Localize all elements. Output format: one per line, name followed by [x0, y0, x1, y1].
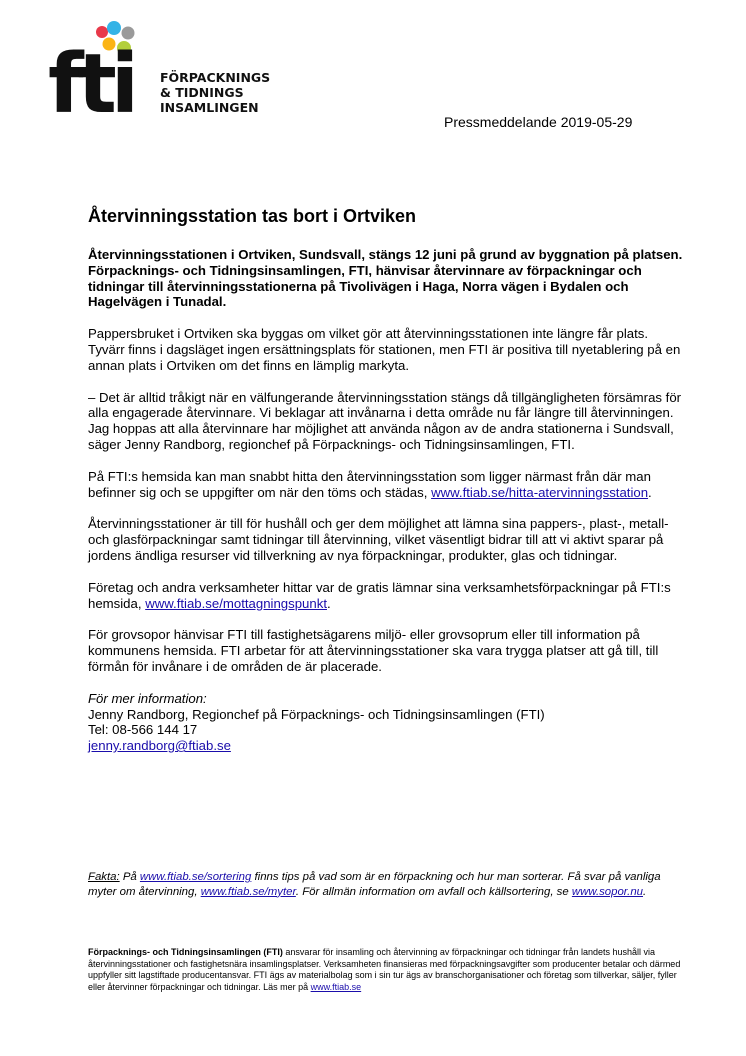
paragraph-5-text: Företag och andra verksamheter hittar var de gratis lämnar sina verksamhetsförpackningar på FTI:s hemsida,: [88, 579, 671, 611]
paragraph-3-text: På FTI:s hemsida kan man snabbt hitta den återvinningsstation som ligger närmast från där man befinner sig och se uppgifter om när den töms och städas,: [88, 468, 651, 500]
link-myter[interactable]: www.ftiab.se/myter: [200, 885, 296, 898]
contact-email-link[interactable]: jenny.randborg@ftiab.se: [88, 738, 231, 754]
link-hitta-atervinningsstation[interactable]: www.ftiab.se/hitta-atervinningsstation: [431, 484, 649, 500]
footer-org-name: Förpacknings- och Tidningsinsamlingen (FTI): [88, 947, 283, 957]
link-mottagningspunkt[interactable]: www.ftiab.se/mottagningspunkt: [145, 595, 327, 611]
logo-line-2: & TIDNINGS: [160, 85, 244, 100]
logo-line-3: INSAMLINGEN: [160, 100, 259, 115]
contact-heading: För mer information:: [88, 690, 207, 706]
link-sortering[interactable]: www.ftiab.se/sortering: [139, 871, 252, 883]
paragraph-5: Företag och andra verksamheter hittar var de gratis lämnar sina verksamhetsförpackningar på FTI:s hemsida, www.ftiab.se/mottagningspunkt.: [88, 579, 671, 611]
logo-wordmark: fti: [48, 37, 133, 120]
footer-about: [88, 947, 684, 993]
logo-dot-blue: [107, 21, 121, 35]
article-title: Återvinningsstation tas bort i Ortviken: [88, 206, 417, 226]
press-release-date: Pressmeddelande 2019-05-29: [444, 114, 633, 130]
lead-paragraph: Återvinningsstationen i Ortviken, Sundsvall, stängs 12 juni på grund av byggnation på platsen. Förpacknings- och Tidningsinsamlingen, FTI, hänvisar återvinnare av förpackningar och tidningar till återvinningsstationerna på Tivolivägen i Haga, Norra vägen i Bydalen och Hagelvägen i Tunadal.: [88, 247, 683, 310]
paragraph-6: För grovsopor hänvisar FTI till fastighetsägarens miljö- eller grovsoprum eller till information på kommunens hemsida. FTI arbetar för att återvinningsstationer ska vara trygga platser att gå till, till förmån för invånare i de områden de är placerade.: [88, 627, 659, 674]
paragraph-2-quote: – Det är alltid tråkigt när en välfungerande återvinningsstation stängs då tillgängligheten försämras för alla engagerade återvinnare. Vi beklagar att invånarna i detta område nu får längre till återvinningen. Jag hoppas att alla återvinnare har möjlighet att använda någon av de andra stationerna i Sundsvall, säger Jenny Randborg, regionchef på Förpacknings- och Tidningsinsamlingen, FTI.: [88, 389, 682, 452]
footer-link-ftiab[interactable]: www.ftiab.se: [310, 981, 362, 992]
paragraph-3: På FTI:s hemsida kan man snabbt hitta den återvinningsstation som ligger närmast från där man befinner sig och se uppgifter om när den töms och städas, www.ftiab.se/hitta-atervinningsstation.: [88, 468, 652, 500]
link-sopor[interactable]: www.sopor.nu: [571, 885, 644, 898]
fakta-box: Fakta: På www.ftiab.se/sortering finns tips på vad som är en förpackning och hur man sorterar. Få svar på vanliga myter om återvinning, www.ftiab.se/myter. För allmän information om avfall och källsortering, se www.sopor.nu.: [88, 871, 661, 898]
contact-phone: Tel: 08-566 144 17: [88, 722, 198, 738]
logo-line-1: FÖRPACKNINGS: [160, 70, 271, 85]
fti-logo: [48, 20, 288, 120]
paragraph-4: Återvinningsstationer är till för hushåll och ger dem möjlighet att lämna sina pappers-, plast-, metall- och glasförpackningar samt tidningar till återvinning, vilket väsentligt bidrar till att vi aktivt sparar på jordens ändliga resurser vid tillverkning av nya förpackningar, produkter, glas och tidningar.: [88, 516, 669, 563]
article-body: [88, 206, 684, 754]
paragraph-1: Pappersbruket i Ortviken ska byggas om vilket gör att återvinningsstationen inte längre får plats. Tyvärr finns i dagsläget ingen ersättningsplats för stationen, men FTI är positiva till nyetablering på en annan plats i Ortviken om det finns en lämplig markyta.: [88, 326, 681, 373]
contact-block: [88, 691, 684, 754]
fakta-label: Fakta:: [88, 871, 120, 883]
contact-name: Jenny Randborg, Regionchef på Förpacknings- och Tidningsinsamlingen (FTI): [88, 706, 545, 722]
footer-text: ansvarar för insamling och återvinning av förpackningar och tidningar från landets hushåll via återvinningsstationer och fastighetsnära insamlingsplatser. Verksamheten finansieras med förpackningsavgifter som producenter betalar och därmed uppfyller sitt lagstiftade producentansvar. FTI ägs av materialbolag som i sin tur ägs av branschorganisationer och företag som tillverkar, säljer, fyller eller återvinner förpackningar och tidningar. Läs mer på: [88, 947, 681, 992]
